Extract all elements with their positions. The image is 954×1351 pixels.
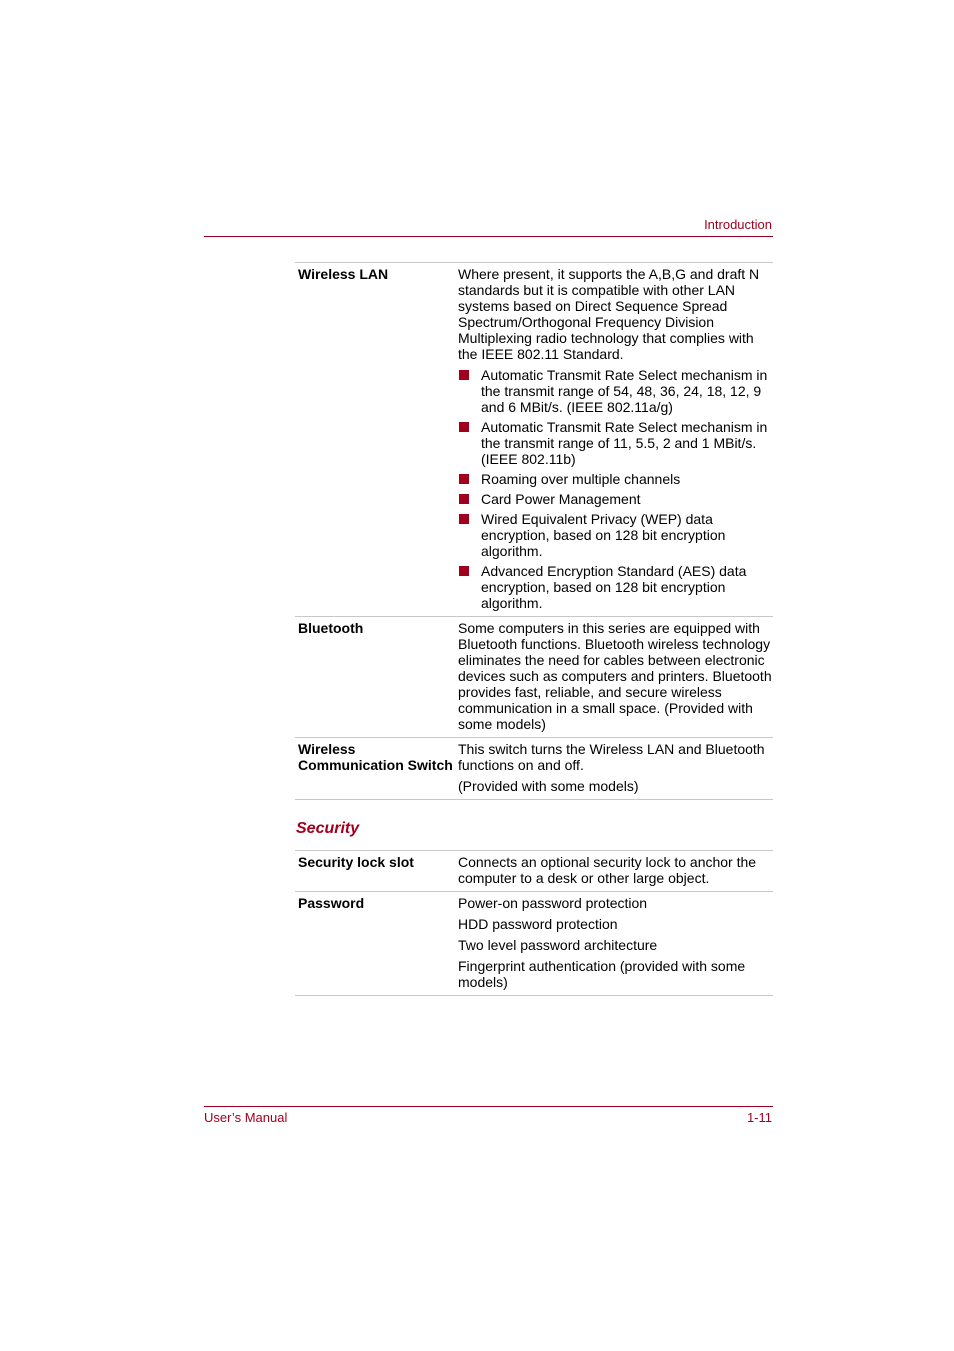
row-description xyxy=(455,851,773,892)
description-text: Power-on password protection xyxy=(458,895,648,911)
wireless-spec-table xyxy=(295,262,773,800)
manual-title: User’s Manual xyxy=(204,1110,288,1125)
row-description xyxy=(455,738,773,800)
description-text: Where present, it supports the A,B,G and draft N standards but it is compatible with other LAN systems based on Direct Sequence Spread Spectrum/Orthogonal Frequency Division Multiplexing radio technology that complies with the IEEE 802.11 Standard. xyxy=(458,266,760,362)
list-item xyxy=(458,491,773,507)
row-label: Security lock slot xyxy=(295,851,455,892)
table-row xyxy=(295,738,773,800)
square-bullet-icon xyxy=(459,494,469,504)
square-bullet-icon xyxy=(459,514,469,524)
description-text: (Provided with some models) xyxy=(458,778,639,794)
list-item xyxy=(458,419,773,467)
header-rule xyxy=(204,236,773,237)
description-text: Fingerprint authentication (provided with some models) xyxy=(458,958,746,990)
square-bullet-icon xyxy=(459,566,469,576)
square-bullet-icon xyxy=(459,474,469,484)
section-heading: Security xyxy=(296,820,360,837)
table-row xyxy=(295,892,773,996)
feature-list xyxy=(458,367,773,611)
row-label: Password xyxy=(295,892,455,996)
list-item-text: Wired Equivalent Privacy (WEP) data encryption, based on 128 bit encryption algorithm. xyxy=(481,511,726,559)
list-item-text: Advanced Encryption Standard (AES) data encryption, based on 128 bit encryption algorithm. xyxy=(481,563,747,611)
row-label: Bluetooth xyxy=(295,617,455,738)
table-row xyxy=(295,263,773,617)
chapter-title: Introduction xyxy=(704,217,772,232)
list-item xyxy=(458,367,773,415)
row-label: Wireless LAN xyxy=(295,263,455,617)
table-row xyxy=(295,851,773,892)
list-item-text: Automatic Transmit Rate Select mechanism in the transmit range of 54, 48, 36, 24, 18, 12, 9 and 6 MBit/s. (IEEE 802.11a/g) xyxy=(481,367,768,415)
row-description xyxy=(455,263,773,617)
description-text: HDD password protection xyxy=(458,916,618,932)
list-item-text: Card Power Management xyxy=(481,491,641,507)
description-text: This switch turns the Wireless LAN and Bluetooth functions on and off. xyxy=(458,741,765,773)
list-item xyxy=(458,471,773,487)
table-row xyxy=(295,617,773,738)
description-text: Some computers in this series are equipped with Bluetooth functions. Bluetooth wireless technology eliminates the need for cables between electronic devices such as computers and printers. Bluetooth provides fast, reliable, and secure wireless communication in a small space. (Provided with some models) xyxy=(458,620,772,732)
security-spec-table xyxy=(295,850,773,996)
description-text: Connects an optional security lock to anchor the computer to a desk or other large object. xyxy=(458,854,757,886)
description-text: Two level password architecture xyxy=(458,937,658,953)
list-item xyxy=(458,511,773,559)
list-item-text: Roaming over multiple channels xyxy=(481,471,681,487)
footer-rule xyxy=(204,1106,773,1107)
list-item xyxy=(458,563,773,611)
row-description xyxy=(455,892,773,996)
square-bullet-icon xyxy=(459,422,469,432)
square-bullet-icon xyxy=(459,370,469,380)
page-number: 1-11 xyxy=(746,1110,772,1125)
row-description xyxy=(455,617,773,738)
list-item-text: Automatic Transmit Rate Select mechanism in the transmit range of 11, 5.5, 2 and 1 MBit/s. (IEEE 802.11b) xyxy=(481,419,768,467)
row-label: Wireless Communication Switch xyxy=(295,738,455,800)
